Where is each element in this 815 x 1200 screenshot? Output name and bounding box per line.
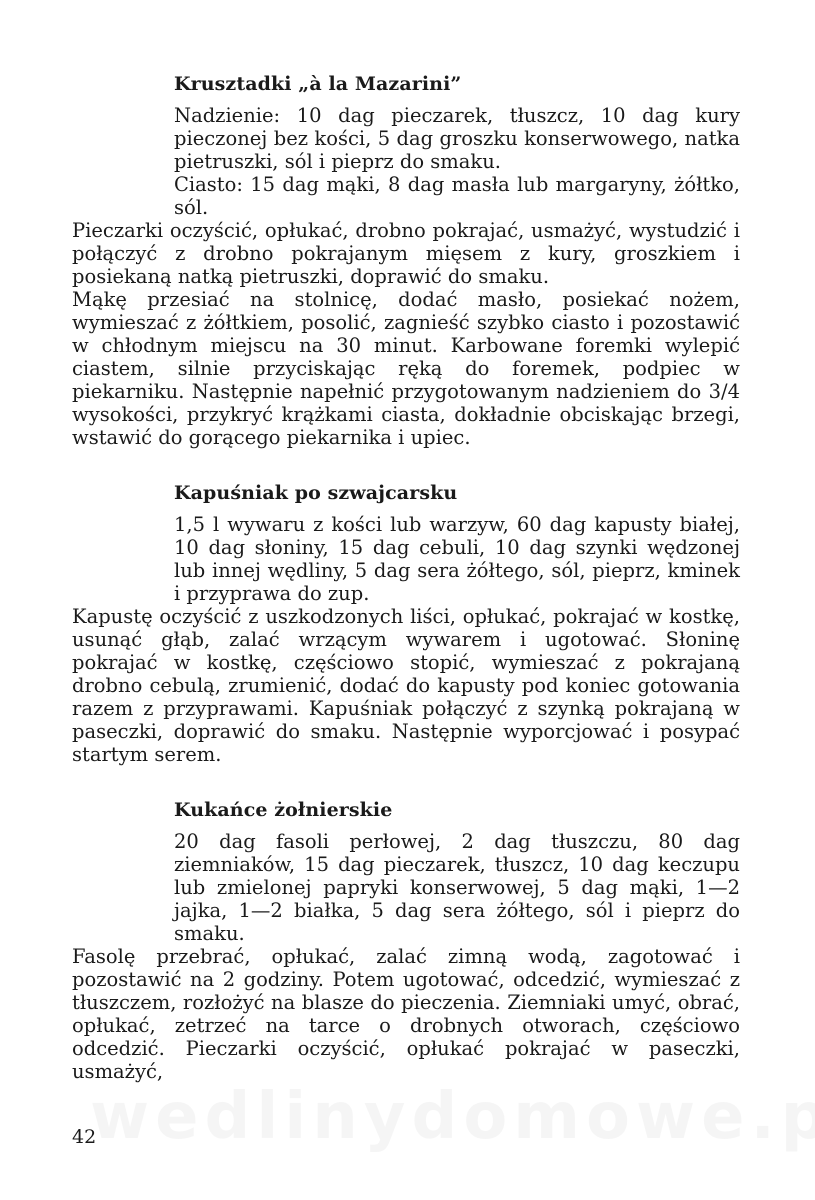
recipe-ingredients (174, 830, 740, 945)
recipe-title: Kukańce żołnierskie (174, 799, 393, 821)
ingredients-list: 20 dag fasoli perłowej, 2 dag tłuszczu, 80 dag ziemniaków, 15 dag pieczarek, tłuszcz, 10 dag keczupu lub zmielonej papryki konserwowej, 5 dag mąki, 1—2 jajka, 1—2 białka, 5 dag sera żółtego, sól i pieprz do smaku. (174, 830, 740, 945)
recipe-ingredients (174, 104, 740, 219)
recipe-title: Krusztadki „à la Mazarini” (174, 73, 462, 95)
recipe-title: Kapuśniak po szwajcarsku (174, 482, 458, 504)
page-number: 42 (72, 1126, 97, 1148)
method-paragraph: Mąkę przesiać na stolnicę, dodać masło, posiekać nożem, wymieszać z żółtkiem, posolić, zagnieść szybko ciasto i pozostawić w chłodnym miejscu na 30 minut. Karbowane foremki wylepić ciastem, silnie przyciskając ręką do foremek, podpiec w piekarniku. Następnie napełnić przygotowanym nadzieniem do 3/4 wysokości, przykryć krążkami ciasta, dokładnie obciskając brzegi, wstawić do gorącego piekarnika i upiec. (72, 288, 740, 449)
recipe-ingredients (174, 513, 740, 605)
method-paragraph: Fasolę przebrać, opłukać, zalać zimną wodą, zagotować i pozostawić na 2 godziny. Potem ugotować, odcedzić, wymieszać z tłuszczem, rozłożyć na blasze do pieczenia. Ziemniaki umyć, obrać, opłukać, zetrzeć na tarce o drobnych otworach, częściowo odcedzić. Pieczarki oczyścić, opłukać pokrajać w paseczki, usmażyć, (72, 945, 740, 1083)
recipe-method (72, 945, 740, 1083)
recipe-method (72, 605, 740, 766)
recipe-kukance (72, 796, 740, 1083)
method-paragraph: Kapustę oczyścić z uszkodzonych liści, opłukać, pokrajać w kostkę, usunąć głąb, zalać wrzącym wywarem i ugotować. Słoninę pokrajać w kostkę, częściowo stopić, wymieszać z pokrajaną drobno cebulą, zrumienić, dodać do kapusty pod koniec gotowania razem z przyprawami. Kapuśniak połączyć z szynką pokrajaną w paseczki, doprawić do smaku. Następnie wyporcjować i posypać startym serem. (72, 605, 740, 766)
recipe-method (72, 219, 740, 449)
page-content (72, 70, 740, 1180)
ingredients-dough: Ciasto: 15 dag mąki, 8 dag masła lub margaryny, żółtko, sól. (174, 173, 740, 219)
ingredients-filling: Nadzienie: 10 dag pieczarek, tłuszcz, 10 dag kury pieczonej bez kości, 5 dag groszku konserwowego, natka pietruszki, sól i pieprz do smaku. (174, 104, 740, 173)
ingredients-list: 1,5 l wywaru z kości lub warzyw, 60 dag kapusty białej, 10 dag słoniny, 15 dag cebuli, 10 dag szynki wędzonej lub innej wędliny, 5 dag sera żółtego, sól, pieprz, kminek i przyprawa do zup. (174, 513, 740, 605)
recipe-kapusniak (72, 479, 740, 766)
recipe-krusztadki (72, 70, 740, 449)
method-paragraph: Pieczarki oczyścić, opłukać, drobno pokrajać, usmażyć, wystudzić i połączyć z drobno pokrajanym mięsem z kury, groszkiem i posiekaną natką pietruszki, doprawić do smaku. (72, 219, 740, 288)
